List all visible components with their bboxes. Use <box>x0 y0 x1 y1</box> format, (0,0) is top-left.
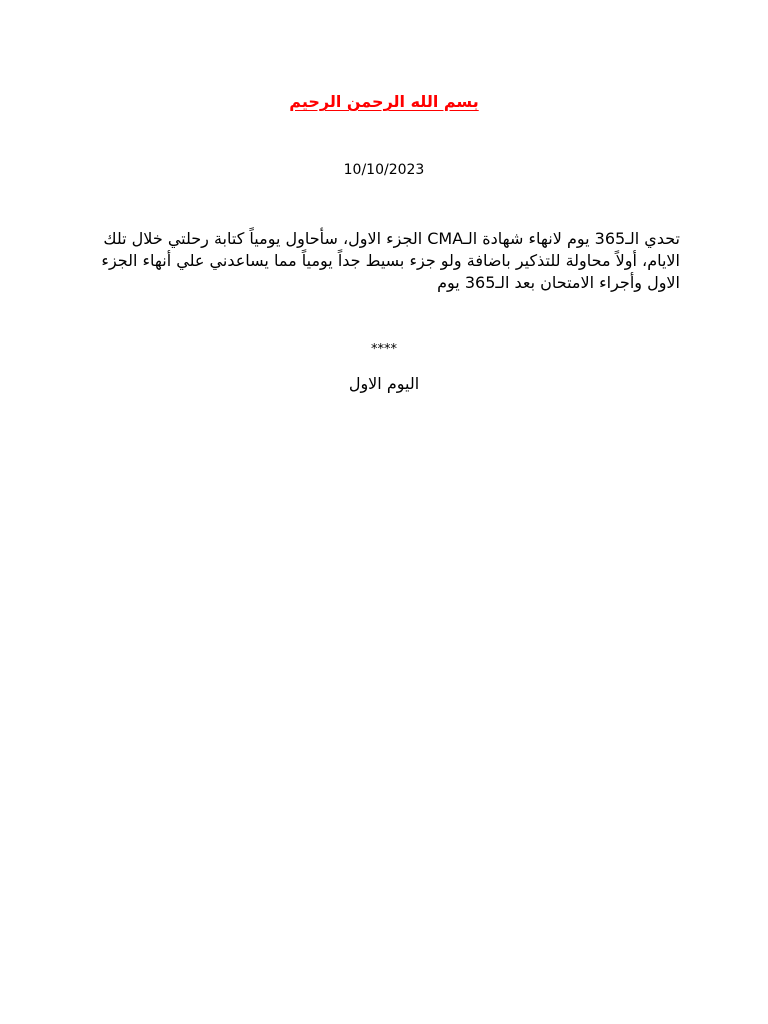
section-separator: **** <box>371 342 397 357</box>
day-heading: اليوم الاول <box>348 374 420 393</box>
intro-paragraph: تحدي الـ365 يوم لانهاء شهادة الـCMA الجزء الاول، سأحاول يومياً كتابة رحلتي خلال تلك الايام، أولاً محاولة للتذكير باضافة ولو جزء بسيط جداً يومياً مما يساعدني علي أنهاء الجزء الاول وأجراء الامتحان بعد الـ365 يوم <box>101 229 680 292</box>
page-title: بسم الله الرحمن الرحيم <box>289 92 479 111</box>
document-date: 10/10/2023 <box>343 162 425 178</box>
